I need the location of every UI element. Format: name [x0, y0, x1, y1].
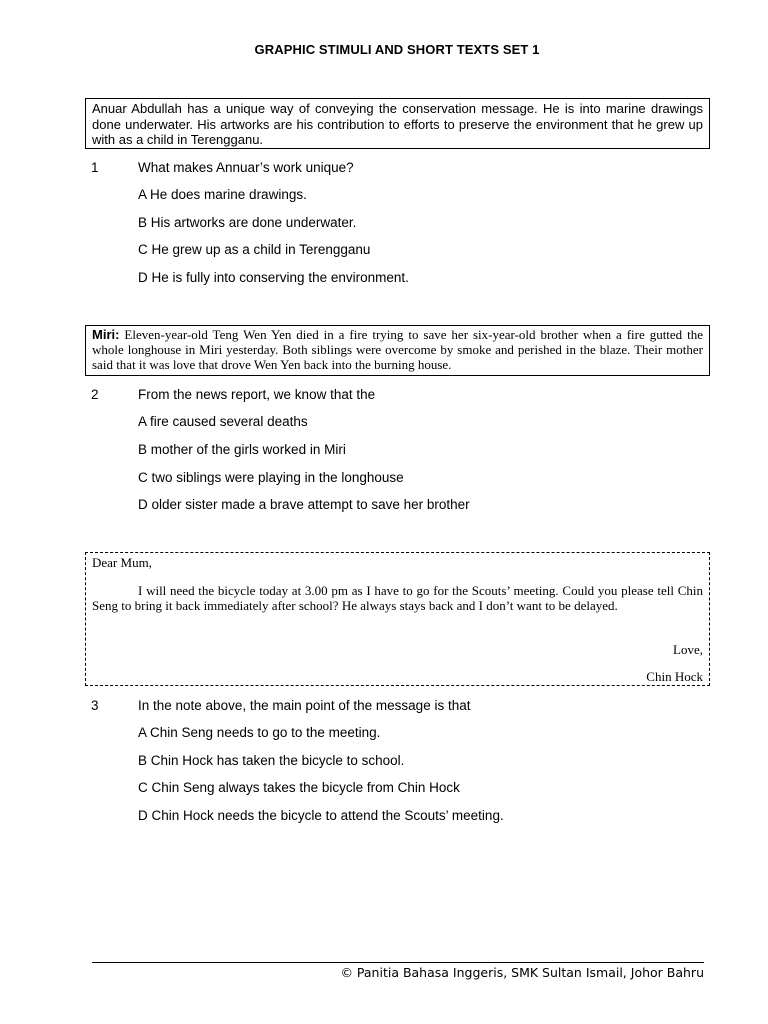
footer-divider	[92, 962, 704, 963]
question-2-stem: From the news report, we know that the	[138, 387, 376, 402]
news-text: Eleven-year-old Teng Wen Yen died in a fire trying to save her six-year-old brother when a fire gutted the whole longhouse in Miri yesterday. Both siblings were overcome by smoke and perished in the blaze. Their mother said that it was love that drove Wen Yen back into the burning house.	[92, 327, 703, 372]
question-1-option-b[interactable]: B His artworks are done underwater.	[138, 215, 357, 230]
note-body: I will need the bicycle today at 3.00 pm as I have to go for the Scouts’ meeting. Could you please tell Chin Seng to bring it back immediately after school? He always stays back and I don’t want to be delayed.	[92, 583, 703, 613]
note-box	[85, 552, 710, 686]
question-2-option-c[interactable]: C two siblings were playing in the longhouse	[138, 470, 404, 485]
note-salutation: Dear Mum,	[92, 555, 152, 570]
news-report-box	[85, 325, 710, 376]
question-3-option-c[interactable]: C Chin Seng always takes the bicycle from Chin Hock	[138, 780, 460, 795]
note-closing: Love,	[673, 642, 703, 657]
question-2-option-a[interactable]: A fire caused several deaths	[138, 414, 308, 429]
question-1-stem: What makes Annuar’s work unique?	[138, 160, 354, 175]
passage-box-1: Anuar Abdullah has a unique way of conveying the conservation message. He is into marine drawings done underwater. His artworks are his contribution to efforts to preserve the environment that he grew up with as a child in Terengganu.	[85, 98, 710, 149]
question-2-option-b[interactable]: B mother of the girls worked in Miri	[138, 442, 346, 457]
question-2-number: 2	[91, 387, 99, 402]
question-1-option-d[interactable]: D He is fully into conserving the environment.	[138, 270, 409, 285]
question-3-stem: In the note above, the main point of the message is that	[138, 698, 471, 713]
question-3-option-b[interactable]: B Chin Hock has taken the bicycle to school.	[138, 753, 405, 768]
question-2-option-d[interactable]: D older sister made a brave attempt to save her brother	[138, 497, 470, 512]
question-1-option-a[interactable]: A He does marine drawings.	[138, 187, 307, 202]
note-signature: Chin Hock	[646, 669, 703, 684]
question-3-option-d[interactable]: D Chin Hock needs the bicycle to attend the Scouts’ meeting.	[138, 808, 504, 823]
page-title: GRAPHIC STIMULI AND SHORT TEXTS SET 1	[254, 42, 540, 57]
news-lead: Miri:	[92, 327, 120, 342]
question-3-option-a[interactable]: A Chin Seng needs to go to the meeting.	[138, 725, 381, 740]
question-3-number: 3	[91, 698, 99, 713]
footer-copyright: © Panitia Bahasa Inggeris, SMK Sultan Ismail, Johor Bahru	[340, 965, 704, 980]
question-1-number: 1	[91, 160, 99, 175]
question-1-option-c[interactable]: C He grew up as a child in Terengganu	[138, 242, 371, 257]
